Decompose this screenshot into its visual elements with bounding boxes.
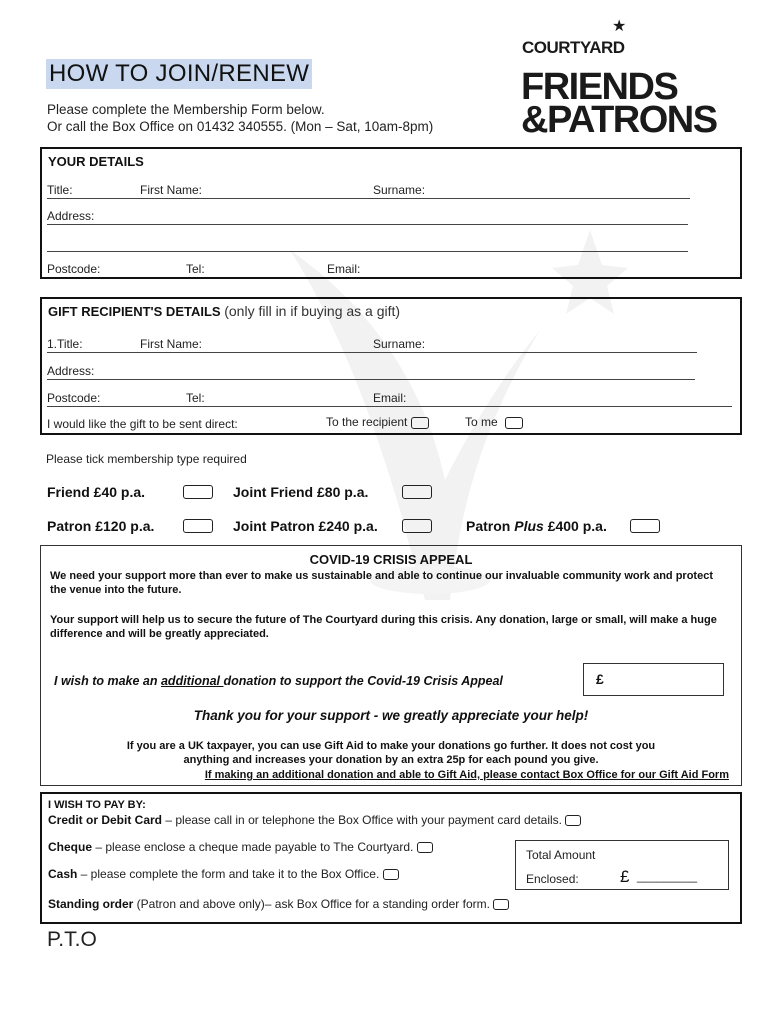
friend-checkbox[interactable]	[183, 485, 213, 499]
cheque-text: – please enclose a cheque made payable to The Courtyard.	[92, 840, 414, 854]
to-recipient-label: To the recipient	[326, 415, 408, 429]
gift-address-row[interactable]	[47, 363, 695, 380]
donation-pound-sign: £	[596, 671, 604, 687]
patron-checkbox[interactable]	[183, 519, 213, 533]
cash-checkbox[interactable]	[383, 869, 399, 880]
cash-text: – please complete the form and take it to the Box Office.	[77, 867, 380, 881]
to-recipient-checkbox[interactable]	[411, 417, 429, 429]
cheque-bold: Cheque	[48, 840, 93, 854]
gift-name-row[interactable]	[47, 336, 697, 353]
covid-para-2: Your support will help us to secure the future of The Courtyard during this crisis. Any donation, large or small, will make a huge difference and will be greatly appreciated.	[50, 614, 717, 640]
gift-contact-row[interactable]	[47, 390, 732, 407]
your-details-heading: YOUR DETAILS	[48, 154, 144, 169]
payment-heading: I WISH TO PAY BY:	[48, 799, 146, 811]
intro-line-2: Or call the Box Office on 01432 340555. (Mon – Sat, 10am-8pm)	[47, 119, 434, 134]
postcode-label: Postcode:	[47, 262, 101, 276]
gift-heading-row	[48, 303, 400, 319]
gift-to-me-option	[465, 415, 523, 429]
cheque-checkbox[interactable]	[417, 842, 433, 853]
surname-label: Surname:	[373, 183, 426, 197]
pay-card-row	[48, 813, 581, 827]
gift-sent-direct-label: I would like the gift to be sent direct:	[47, 417, 238, 431]
address-label: Address:	[47, 209, 95, 223]
donation-pre: I wish to make an	[54, 674, 161, 688]
gift-postcode-label: Postcode:	[47, 391, 101, 405]
standing-text: (Patron and above only)– ask Box Office for a standing order form.	[133, 897, 490, 911]
pay-standing-order-row	[48, 897, 509, 911]
membership-instruction: Please tick membership type required	[46, 452, 247, 466]
joint-patron-label: Joint Patron £240 p.a.	[233, 518, 378, 534]
gift-aid-line-3: If making an additional donation and able to Gift Aid, please contact Box Office for our Gift Aid Form	[204, 769, 729, 781]
payment-box	[40, 792, 742, 924]
logo-friends: FRIENDS	[521, 66, 678, 108]
tel-label: Tel:	[186, 262, 205, 276]
gift-heading: GIFT RECIPIENT'S DETAILS	[48, 304, 221, 319]
email-label: Email:	[327, 262, 361, 276]
patron-plus-suffix: £400 p.a.	[543, 518, 607, 534]
gift-aid-line-1: If you are a UK taxpayer, you can use Gift Aid to make your donations go further. It does not cost you	[126, 740, 656, 752]
joint-friend-label: Joint Friend £80 p.a.	[233, 484, 369, 500]
title-label: Title:	[47, 183, 73, 197]
standing-bold: Standing order	[48, 897, 134, 911]
your-details-address-row-2[interactable]	[47, 235, 688, 252]
patron-label: Patron £120 p.a.	[47, 518, 155, 534]
enclosed-label: Enclosed:	[526, 872, 579, 886]
thanks-message: Thank you for your support - we greatly appreciate your help!	[193, 708, 589, 723]
covid-heading: COVID-19 CRISIS APPEAL	[309, 552, 473, 567]
total-amount-label: Total Amount	[526, 848, 596, 862]
total-amount-box[interactable]	[515, 840, 729, 890]
joint-patron-checkbox[interactable]	[402, 519, 432, 533]
card-text: – please call in or telephone the Box Office with your payment card details.	[162, 813, 563, 827]
your-details-address-row[interactable]	[47, 208, 688, 225]
gift-email-label: Email:	[373, 391, 407, 405]
friend-label: Friend £40 p.a.	[47, 484, 146, 500]
gift-first-name-label: First Name:	[140, 337, 203, 351]
covid-para-1: We need your support more than ever to make us sustainable and able to continue our invaluable community work and protect the venue into the future.	[50, 570, 713, 596]
star-icon: ★	[612, 18, 627, 35]
gift-aid-line-2: anything and increases your donation by an extra 25p for each pound you give.	[183, 754, 599, 766]
joint-friend-checkbox[interactable]	[402, 485, 432, 499]
total-blank-line[interactable]: _________	[637, 869, 698, 883]
gift-recipient-box	[40, 297, 742, 435]
gift-heading-note: (only fill in if buying as a gift)	[224, 303, 401, 319]
logo-courtyard: COURTYARD	[522, 38, 625, 57]
pay-cheque-row	[48, 840, 433, 854]
gift-tel-label: Tel:	[186, 391, 205, 405]
your-details-box	[40, 147, 742, 279]
logo-patrons: &PATRONS	[521, 99, 717, 141]
donation-post: donation to support the Covid-19 Crisis Appeal	[223, 674, 503, 688]
gift-to-recipient-option	[326, 415, 429, 429]
patron-plus-prefix: Patron	[466, 518, 515, 534]
your-details-name-row[interactable]	[47, 182, 690, 199]
gift-surname-label: Surname:	[373, 337, 426, 351]
pto-label: P.T.O	[47, 928, 97, 951]
gift-title-label: 1.Title:	[47, 337, 83, 351]
to-me-checkbox[interactable]	[505, 417, 523, 429]
card-bold: Credit or Debit Card	[48, 813, 163, 827]
patron-plus-italic: Plus	[514, 518, 544, 534]
patron-plus-checkbox[interactable]	[630, 519, 660, 533]
to-me-label: To me	[465, 415, 498, 429]
donation-amount-field[interactable]	[583, 663, 724, 696]
cash-bold: Cash	[48, 867, 78, 881]
covid-appeal-box	[40, 545, 742, 786]
page-title: HOW TO JOIN/RENEW	[46, 59, 312, 89]
donation-underlined: additional	[160, 674, 224, 688]
first-name-label: First Name:	[140, 183, 203, 197]
card-checkbox[interactable]	[565, 815, 581, 826]
standing-order-checkbox[interactable]	[493, 899, 509, 910]
intro-line-1: Please complete the Membership Form below.	[47, 102, 325, 117]
total-pound-sign: £	[620, 867, 630, 886]
donation-sentence	[54, 674, 503, 688]
patron-plus-label	[466, 518, 607, 534]
pay-cash-row	[48, 867, 399, 881]
gift-address-label: Address:	[47, 364, 95, 378]
